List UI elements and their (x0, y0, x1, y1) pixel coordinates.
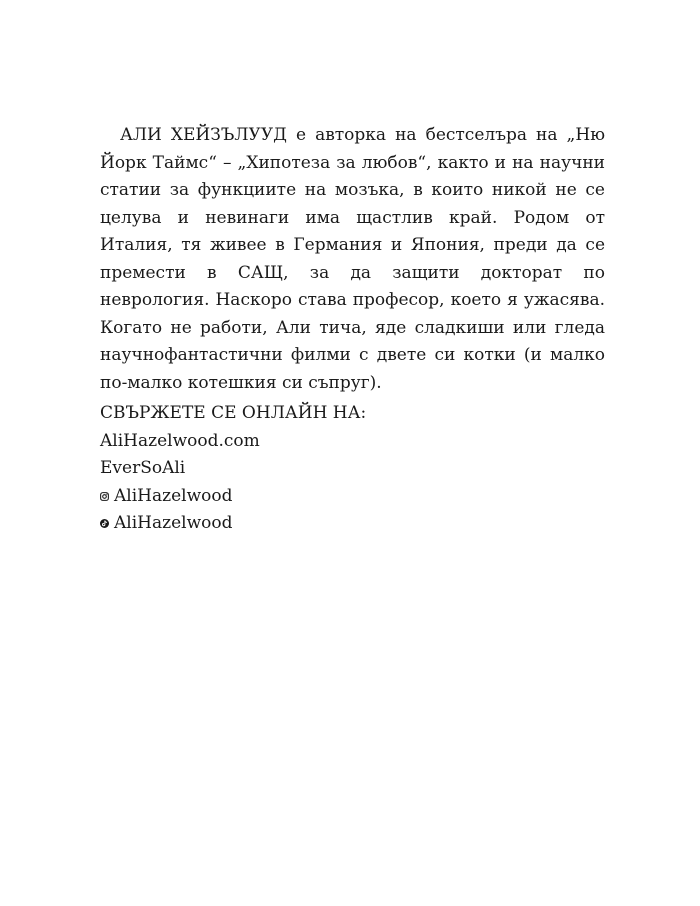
connect-heading: СВЪРЖЕТЕ СЕ ОНЛАЙН НА: (100, 403, 367, 423)
website-link: AliHazelwood.com (100, 430, 260, 451)
instagram-handle: AliHazelwood (114, 485, 233, 506)
tiktok-handle: AliHazelwood (114, 513, 233, 533)
instagram-icon (100, 492, 109, 501)
connect-section (100, 400, 580, 538)
instagram-line (100, 483, 580, 511)
tiktok-icon (100, 519, 109, 528)
twitter-handle: EverSoAli (100, 458, 186, 478)
tiktok-line (100, 510, 580, 538)
author-bio: АЛИ ХЕЙЗЪЛУУД е авторка на бестселъра на „Ню Йорк Таймс“ – „Хипотеза за любов“, както и на научни статии за функциите на мозъка, в които никой не се целува и невинаги има щастлив край. Родом от Италия, тя живее в Германия и Япония, преди да се премести в САЩ, за да защити докторат по неврология. Наскоро става професор, което я ужасява. Когато не работи, Али тича, яде сладкиши или гледа научнофантастични филми с двете си котки (и малко по-малко котешкия си съпруг). (100, 125, 605, 393)
